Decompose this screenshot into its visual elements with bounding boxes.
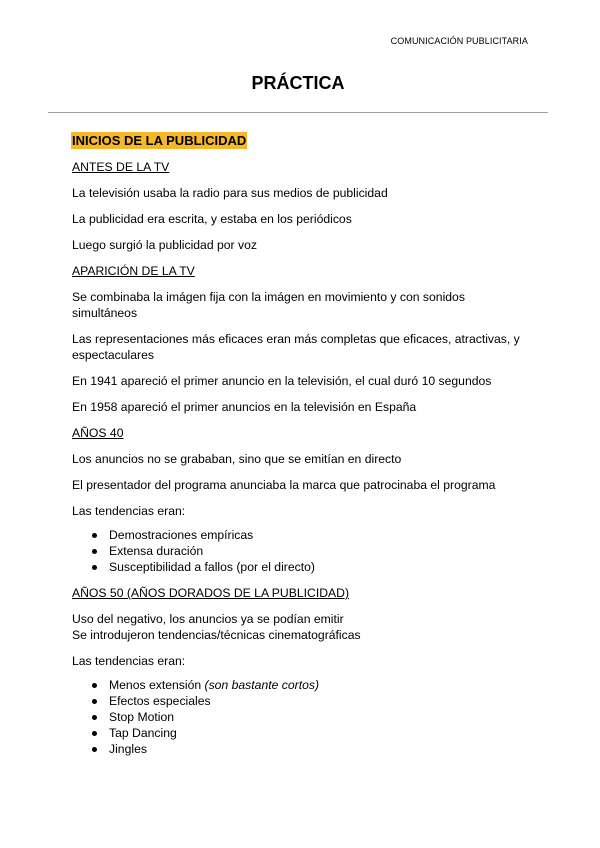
list-item-text: Tap Dancing bbox=[109, 726, 177, 740]
list-item bbox=[72, 725, 532, 741]
list-item bbox=[72, 693, 532, 709]
heading-anos-50: AÑOS 50 (AÑOS DORADOS DE LA PUBLICIDAD) bbox=[72, 586, 349, 600]
list-item-text: Jingles bbox=[109, 742, 147, 756]
list-item-text: Efectos especiales bbox=[109, 694, 211, 708]
paragraph: La televisión usaba la radio para sus medios de publicidad bbox=[72, 186, 388, 200]
heading-anos-40: AÑOS 40 bbox=[72, 426, 124, 440]
list-item bbox=[72, 527, 532, 543]
heading-antes-tv: ANTES DE LA TV bbox=[72, 160, 170, 174]
running-header: COMUNICACIÓN PUBLICITARIA bbox=[390, 36, 528, 46]
paragraph: Uso del negativo, los anuncios ya se podían emitir bbox=[72, 612, 344, 626]
bullet-icon bbox=[92, 731, 97, 736]
paragraph: Se introdujeron tendencias/técnicas cinematográficas bbox=[72, 628, 361, 642]
list-item-note: (son bastante cortos) bbox=[204, 678, 320, 692]
paragraph: La publicidad era escrita, y estaba en los periódicos bbox=[72, 212, 352, 226]
paragraph: Las representaciones más eficaces eran más completas que eficaces, atractivas, y espectaculares bbox=[72, 332, 520, 362]
section-title-wrap bbox=[72, 132, 532, 149]
list-item bbox=[72, 741, 532, 757]
bullet-icon bbox=[92, 549, 97, 554]
section-title: INICIOS DE LA PUBLICIDAD bbox=[72, 133, 247, 148]
list-item-text: Demostraciones empíricas bbox=[109, 528, 254, 542]
paragraph: Los anuncios no se grababan, sino que se emitían en directo bbox=[72, 452, 402, 466]
page-title: PRÁCTICA bbox=[251, 73, 345, 93]
list-item-text: Susceptibilidad a fallos (por el directo) bbox=[109, 560, 315, 574]
bullet-icon bbox=[92, 747, 97, 752]
paragraph: Luego surgió la publicidad por voz bbox=[72, 238, 257, 252]
paragraph: El presentador del programa anunciaba la marca que patrocinaba el programa bbox=[72, 478, 496, 492]
bullet-icon bbox=[92, 683, 97, 688]
paragraph: Las tendencias eran: bbox=[72, 654, 186, 668]
list-item-text: Extensa duración bbox=[109, 544, 204, 558]
bullet-list-anos-50 bbox=[72, 677, 532, 757]
list-item bbox=[72, 543, 532, 559]
list-item bbox=[72, 709, 532, 725]
list-item bbox=[72, 677, 532, 693]
bullet-icon bbox=[92, 715, 97, 720]
bullet-icon bbox=[92, 699, 97, 704]
paragraph: En 1941 apareció el primer anuncio en la televisión, el cual duró 10 segundos bbox=[72, 374, 492, 388]
paragraph: En 1958 apareció el primer anuncios en la televisión en España bbox=[72, 400, 417, 414]
bullet-icon bbox=[92, 533, 97, 538]
heading-aparicion-tv: APARICIÓN DE LA TV bbox=[72, 264, 195, 278]
bullet-icon bbox=[92, 565, 97, 570]
paragraph: Las tendencias eran: bbox=[72, 504, 186, 518]
list-item bbox=[72, 559, 532, 575]
bullet-list-anos-40 bbox=[72, 527, 532, 575]
title-divider bbox=[48, 112, 548, 113]
list-item-text: Stop Motion bbox=[109, 710, 175, 724]
paragraph: Se combinaba la imágen fija con la imágen en movimiento y con sonidos simultáneos bbox=[72, 290, 465, 320]
list-item-text: Menos extensión bbox=[109, 678, 202, 692]
document-body bbox=[72, 132, 532, 757]
